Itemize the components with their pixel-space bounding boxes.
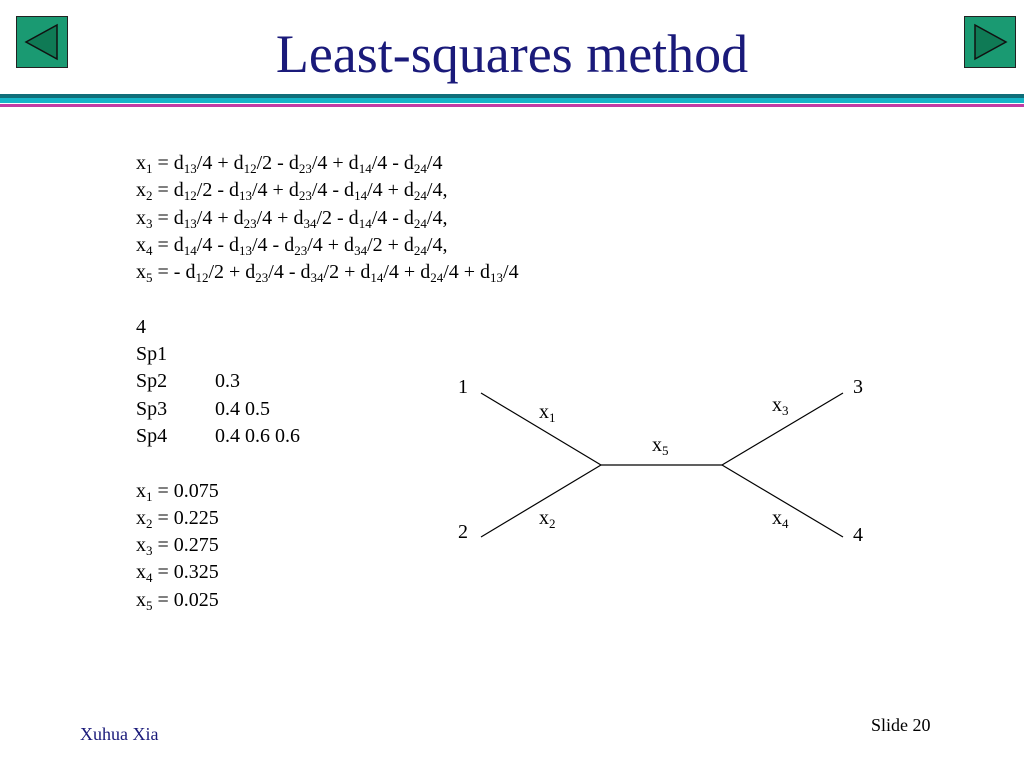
result-line: $x_5 = 0.025$ xyxy=(136,588,219,613)
equation-line: $x_4 = d_{14}/4 - d_{13}/4 - d_{23}/4 + d_{34}/2 + d_{24}/4$, xyxy=(136,233,448,258)
distance-values: 0.4 0.5 xyxy=(215,397,270,420)
tip-label-2: 2 xyxy=(458,521,468,543)
branch-label-x2: $x_2$ xyxy=(539,507,556,531)
result-line: $x_2 = 0.225$ xyxy=(136,506,219,531)
distance-values: 0.3 xyxy=(215,370,240,393)
species-name: Sp2 xyxy=(136,370,168,393)
species-name: Sp3 xyxy=(136,397,168,420)
distance-values: 0.4 0.6 0.6 xyxy=(215,424,300,447)
equation-line: $x_1 = d_{13}/4 + d_{12}/2 - d_{23}/4 + d_{14}/4 - d_{24}/4$ xyxy=(136,152,443,176)
branch-label-x5: $x_5$ xyxy=(652,434,669,458)
branch-label-x3: $x_3$ xyxy=(772,394,789,418)
species-name: Sp4 xyxy=(136,424,168,447)
tip-label-1: 1 xyxy=(458,376,468,398)
branch-label-x4: $x_4$ xyxy=(772,507,789,531)
branch-label-x1: $x_1$ xyxy=(539,401,556,425)
result-line: $x_1 = 0.075$ xyxy=(136,479,219,504)
equation-line: $x_5$ = - $d_{12}/2 + d_{23}/4 - d_{34}/2 + d_{14}/4 + d_{24}/4 + d_{13}/4$ xyxy=(136,261,519,286)
equation-line: $x_3 = d_{13}/4 + d_{23}/4 + d_{34}/2 - d_{14}/4 - d_{24}/4$, xyxy=(136,206,448,231)
slide-title: Least-squares method xyxy=(275,24,749,84)
footer-author: Xuhua Xia xyxy=(80,724,159,744)
result-line: $x_3 = 0.275$ xyxy=(136,534,219,559)
species-name: Sp1 xyxy=(136,343,168,366)
result-line: $x_4 = 0.325$ xyxy=(136,561,219,586)
tip-label-3: 3 xyxy=(853,376,863,398)
slide-number: Slide 20 xyxy=(871,715,931,735)
species-count: 4 xyxy=(136,315,146,338)
tip-label-4: 4 xyxy=(853,524,863,546)
equation-line: $x_2 = d_{12}/2 - d_{13}/4 + d_{23}/4 - d_{14}/4 + d_{24}/4$, xyxy=(136,179,448,204)
